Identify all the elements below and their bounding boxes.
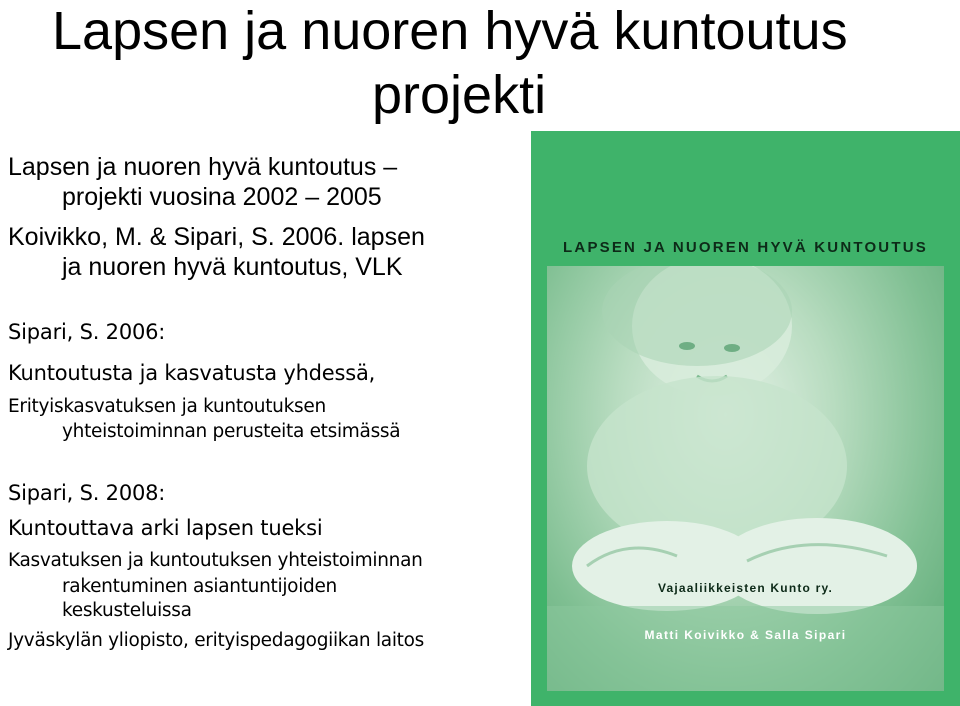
ref-2008-subtitle-line2: rakentuminen asiantuntijoiden	[62, 576, 337, 597]
ref-project-line2: projekti vuosina 2002 – 2005	[62, 183, 382, 211]
ref-2006-subtitle-line2: yhteistoiminnan perusteita etsimässä	[62, 421, 401, 442]
book-cover	[531, 131, 960, 706]
ref-book-line1: Koivikko, M. & Sipari, S. 2006. lapsen	[8, 223, 425, 251]
ref-2006-author: Sipari, S. 2006:	[8, 320, 166, 344]
page-title-line1: Lapsen ja nuoren hyvä kuntoutus	[52, 1, 848, 61]
ref-2008-subtitle-line1: Kasvatuksen ja kuntoutuksen yhteistoiminnan	[8, 550, 423, 571]
ref-2008-institution: Jyväskylän yliopisto, erityispedagogiikan laitos	[8, 630, 424, 651]
cover-publisher: Vajaaliikkeisten Kunto ry.	[657, 581, 834, 595]
ref-2008-title: Kuntouttava arki lapsen tueksi	[8, 516, 323, 540]
ref-2008-author: Sipari, S. 2008:	[8, 481, 166, 505]
ref-2008-subtitle-line3: keskusteluissa	[62, 600, 192, 621]
cover-authors: Matti Koivikko & Salla Sipari	[644, 628, 847, 642]
ref-2006-subtitle-line1: Erityiskasvatuksen ja kuntoutuksen	[8, 396, 326, 417]
ref-2006-title: Kuntoutusta ja kasvatusta yhdessä,	[8, 361, 376, 385]
ref-book-line2: ja nuoren hyvä kuntoutus, VLK	[62, 253, 403, 281]
cover-title: LAPSEN JA NUOREN HYVÄ KUNTOUTUS	[563, 239, 928, 256]
page-title-line2: projekti	[372, 65, 547, 125]
ref-project-line1: Lapsen ja nuoren hyvä kuntoutus –	[8, 153, 398, 181]
